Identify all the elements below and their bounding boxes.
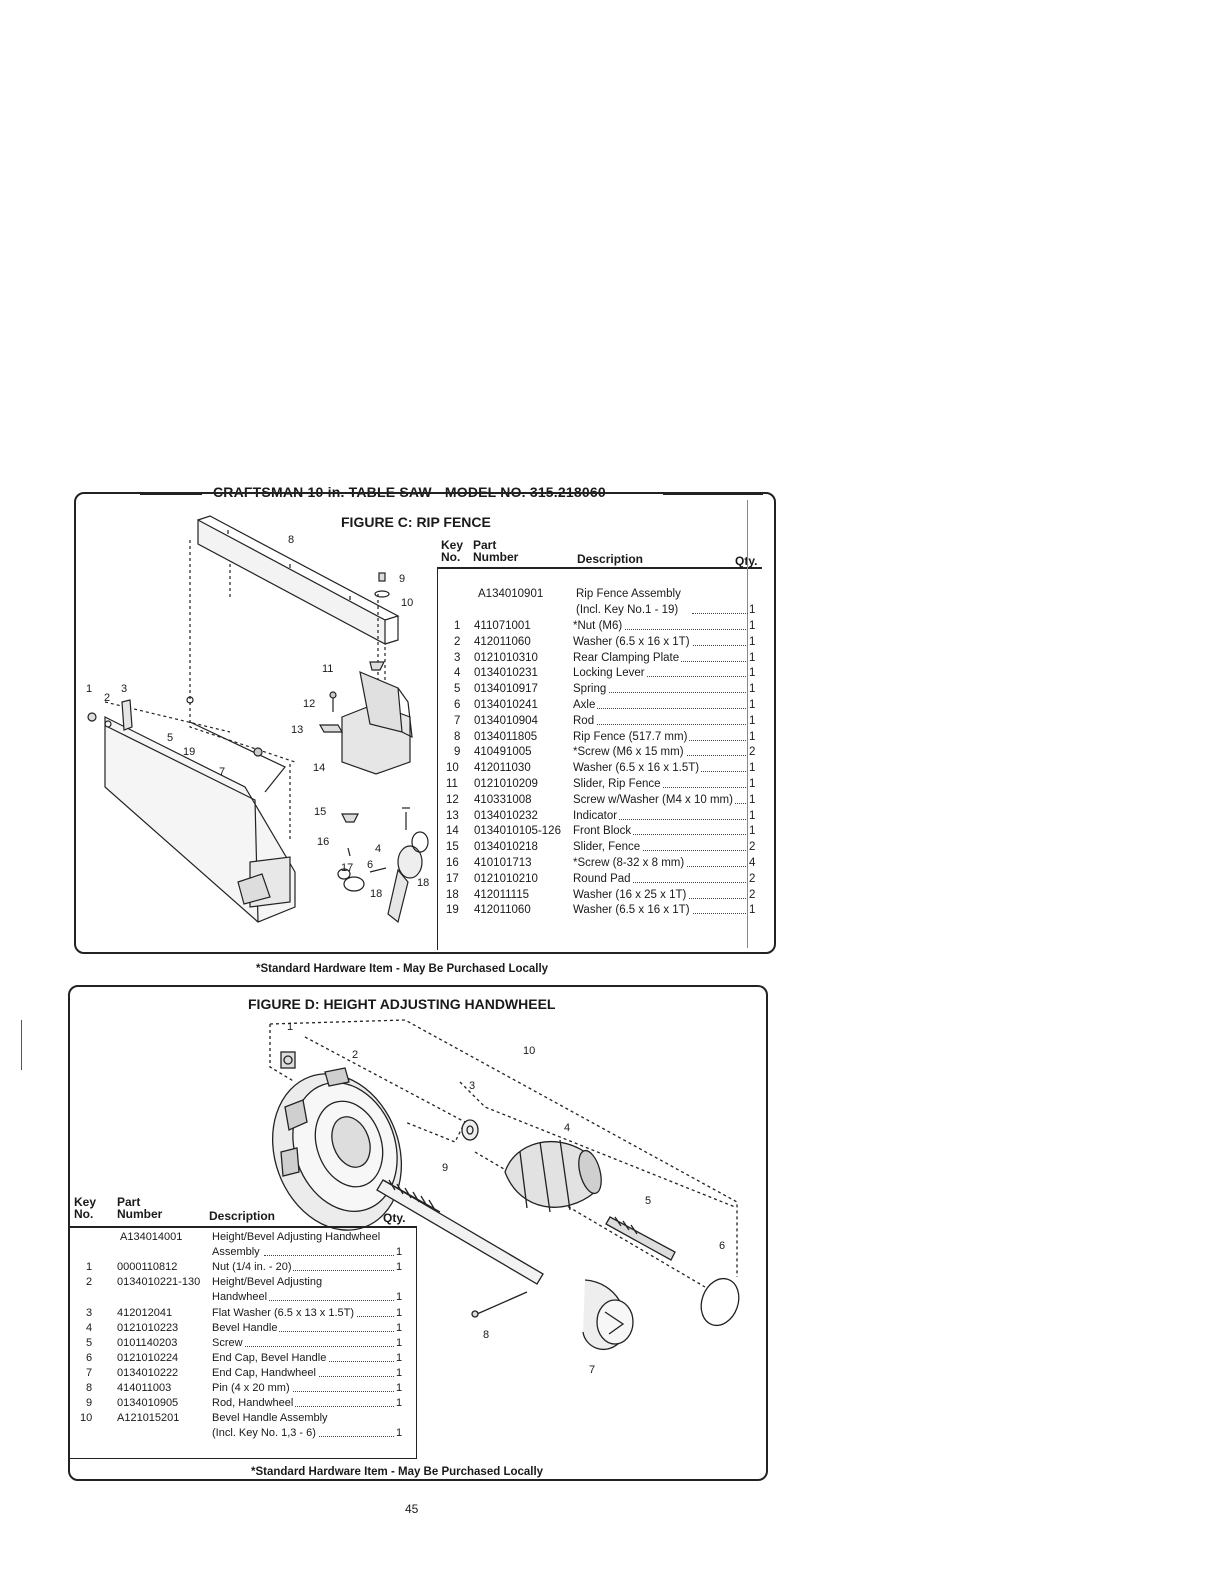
callout-c-12: 12	[303, 698, 316, 710]
table-row	[440, 808, 760, 824]
key-cell: 18	[446, 888, 459, 901]
part-cell: 412011115	[474, 888, 530, 901]
part-cell: 0134010105-126	[474, 825, 561, 838]
table-row	[440, 618, 760, 634]
figure-d-title: FIGURE D: HEIGHT ADJUSTING HANDWHEEL	[248, 996, 556, 1012]
figure-d-col-key: Key No.	[74, 1195, 97, 1221]
desc-cell: (Incl. Key No. 1,3 - 6)	[212, 1427, 316, 1439]
figure-d-col-qty: Qty.	[383, 1211, 406, 1225]
callout-c-14: 14	[313, 762, 326, 774]
table-row: A134014001 Height/Bevel Adjusting Handwheel	[120, 1231, 381, 1243]
key-cell: 10	[80, 1412, 93, 1424]
margin-rule	[21, 1020, 22, 1070]
figure-d-parts-table	[74, 1229, 414, 1455]
figure-c-title: FIGURE C: RIP FENCE	[341, 514, 491, 530]
callout-c-16: 16	[317, 836, 330, 848]
table-row	[74, 1380, 410, 1396]
table-row	[440, 634, 760, 650]
part-cell: 412012041	[117, 1307, 173, 1319]
table-row	[440, 776, 760, 792]
qty-cell: 1	[396, 1307, 403, 1319]
table-row	[74, 1395, 410, 1411]
desc-cell: Flat Washer (6.5 x 13 x 1.5T)	[212, 1307, 355, 1319]
key-cell: 11	[446, 778, 458, 790]
qty-cell: 1	[396, 1367, 403, 1379]
table-row	[440, 697, 760, 713]
callout-d-5: 5	[645, 1195, 652, 1207]
qty-cell: 1	[396, 1261, 403, 1273]
qty-cell: 1	[396, 1337, 403, 1349]
key-cell: 3	[454, 651, 461, 664]
table-row	[440, 665, 760, 681]
desc-cell: Handwheel	[212, 1291, 268, 1303]
callout-c-5: 5	[167, 732, 174, 744]
part-cell: 0134010218	[474, 841, 538, 854]
part-cell: 0121010310	[474, 651, 538, 664]
qty-cell: 1	[396, 1322, 403, 1334]
key-cell: 12	[446, 793, 459, 806]
key-cell: 9	[454, 746, 461, 759]
part-cell: A121015201	[117, 1412, 180, 1424]
key-cell: 5	[86, 1337, 93, 1349]
desc-cell: Washer (6.5 x 16 x 1T)	[573, 635, 690, 648]
key-cell: 19	[446, 904, 459, 917]
callout-d-2: 2	[352, 1049, 359, 1061]
callout-d-8: 8	[483, 1329, 490, 1341]
callout-c-17: 17	[341, 862, 354, 874]
part-cell: 0121010210	[474, 872, 538, 885]
page-title: CRAFTSMAN 10 in. TABLE SAW - MODEL NO. 315.218060	[213, 484, 606, 500]
part-cell: 410491005	[474, 746, 532, 759]
key-cell: 7	[454, 714, 461, 727]
callout-c-10: 10	[401, 597, 414, 609]
table-row	[74, 1305, 410, 1321]
desc-cell: Bevel Handle Assembly	[212, 1412, 328, 1424]
qty-cell: 2	[749, 872, 756, 885]
qty-cell: 1	[749, 683, 756, 696]
key-cell: 3	[86, 1307, 93, 1319]
desc-cell: Screw	[212, 1337, 243, 1349]
table-row	[440, 855, 760, 871]
callout-d-6: 6	[719, 1240, 726, 1252]
key-cell: 13	[446, 809, 459, 822]
qty-cell: 2	[749, 888, 756, 901]
part-cell: 0134011805	[474, 730, 538, 743]
qty-cell: 1	[749, 620, 756, 632]
part-cell: 0134010917	[474, 683, 538, 696]
table-row	[440, 729, 760, 745]
key-cell: 4	[86, 1322, 93, 1334]
desc-cell: Indicator	[573, 809, 618, 822]
table-row	[440, 713, 760, 729]
page-number: 45	[405, 1502, 419, 1516]
key-cell: 9	[86, 1397, 93, 1409]
part-cell: 412011060	[474, 904, 531, 917]
table-row	[440, 760, 760, 776]
figure-c-note: *Standard Hardware Item - May Be Purchased Locally	[256, 963, 549, 975]
key-cell: 17	[446, 872, 459, 885]
qty-cell: 1	[749, 778, 756, 790]
table-row-continued	[74, 1425, 410, 1441]
part-cell: 0134010221-130	[117, 1276, 201, 1288]
desc-cell: *Screw (M6 x 15 mm)	[573, 746, 684, 759]
part-cell: 0134010231	[474, 667, 538, 680]
key-cell: 8	[454, 730, 461, 743]
callout-c-8: 8	[288, 534, 295, 546]
key-cell: 14	[446, 825, 459, 838]
part-cell: 412011030	[474, 762, 531, 775]
table-row	[74, 1335, 410, 1351]
table-row	[74, 1320, 410, 1336]
desc-cell: Screw w/Washer (M4 x 10 mm)	[573, 793, 733, 806]
table-row	[74, 1350, 410, 1366]
desc-cell: Height/Bevel Adjusting	[212, 1276, 323, 1288]
callout-d-4: 4	[564, 1122, 571, 1134]
figure-c-col-desc: Description	[577, 552, 644, 566]
part-cell: 0121010223	[117, 1322, 179, 1334]
qty-cell: 1	[749, 762, 756, 775]
part-cell: 0121010224	[117, 1352, 179, 1364]
callout-c-6: 6	[367, 859, 374, 871]
qty-cell: 1	[749, 809, 756, 822]
desc-cell: Round Pad	[573, 872, 631, 885]
figure-c-col-qty: Qty.	[735, 554, 758, 568]
part-cell: 0134010232	[474, 809, 538, 822]
table-row	[440, 839, 760, 855]
desc-cell: Rod, Handwheel	[212, 1397, 294, 1409]
key-cell: 15	[446, 841, 459, 854]
qty-cell: 4	[749, 857, 756, 869]
qty-cell: 1	[749, 635, 756, 648]
key-cell: 7	[86, 1367, 93, 1379]
callout-c-4: 4	[375, 843, 382, 855]
figure-c-parts-table	[440, 586, 762, 946]
part-cell: 0000110812	[117, 1261, 178, 1273]
key-cell: 2	[86, 1276, 93, 1288]
table-row	[74, 1259, 410, 1275]
desc-cell: End Cap, Handwheel	[212, 1367, 316, 1379]
callout-c-15: 15	[314, 806, 327, 818]
desc-cell: Rear Clamping Plate	[573, 651, 680, 664]
table-row: (Incl. Key No.1 - 19) 1	[576, 604, 756, 616]
desc-cell: *Nut (M6)	[573, 620, 623, 632]
table-row	[440, 887, 760, 903]
key-cell: 10	[446, 762, 459, 775]
qty-cell: 2	[749, 841, 756, 854]
part-cell: 0134010904	[474, 714, 538, 727]
callout-c-7: 7	[219, 766, 226, 778]
desc-cell: Spring	[573, 683, 607, 696]
desc-cell: Rod	[573, 714, 595, 727]
desc-cell: End Cap, Bevel Handle	[212, 1352, 327, 1364]
figure-c-col-key: Key No.	[441, 538, 464, 564]
desc-cell: Axle	[573, 699, 596, 711]
qty-cell: 1	[396, 1382, 403, 1394]
callout-c-18a: 18	[417, 877, 430, 889]
part-cell: 0121010209	[474, 778, 538, 790]
table-row-continued	[74, 1289, 410, 1305]
part-cell: 414011003	[117, 1382, 172, 1394]
desc-cell: Washer (16 x 25 x 1T)	[573, 888, 687, 901]
callout-c-19: 19	[183, 746, 196, 758]
desc-cell: Front Block	[573, 825, 632, 838]
desc-cell: Bevel Handle	[212, 1322, 278, 1334]
part-cell: 0134010222	[117, 1367, 179, 1379]
qty-cell: 1	[396, 1427, 403, 1439]
table-row	[440, 902, 760, 918]
table-row	[440, 823, 760, 839]
table-row: Assembly 1	[212, 1246, 403, 1258]
qty-cell: 1	[396, 1352, 403, 1364]
callout-c-2: 2	[104, 692, 111, 704]
key-cell: 1	[454, 620, 461, 632]
part-cell: 0134010905	[117, 1397, 179, 1409]
callout-d-7: 7	[589, 1364, 596, 1376]
desc-cell: Slider, Rip Fence	[573, 778, 661, 790]
table-row	[440, 744, 760, 760]
table-row	[440, 792, 760, 808]
part-cell: 0134010241	[474, 699, 538, 711]
key-cell: 2	[454, 635, 461, 648]
part-cell: 0101140203	[117, 1337, 178, 1349]
qty-cell: 1	[396, 1397, 403, 1409]
callout-d-9: 9	[442, 1162, 449, 1174]
desc-cell: Washer (6.5 x 16 x 1T)	[573, 904, 690, 917]
qty-cell: 1	[749, 651, 756, 664]
desc-cell: Locking Lever	[573, 667, 645, 680]
desc-cell: *Screw (8-32 x 8 mm)	[573, 857, 685, 869]
desc-cell: Slider, Fence	[573, 841, 641, 854]
table-row	[74, 1410, 410, 1426]
key-cell: 5	[454, 683, 461, 696]
callout-c-13: 13	[291, 724, 304, 736]
figure-d-note: *Standard Hardware Item - May Be Purchased Locally	[251, 1466, 544, 1478]
desc-cell: Washer (6.5 x 16 x 1.5T)	[573, 762, 700, 775]
callout-c-18b: 18	[370, 888, 383, 900]
qty-cell: 1	[749, 904, 756, 917]
figure-d-col-part: Part Number	[117, 1195, 163, 1221]
table-row	[440, 650, 760, 666]
callout-d-10: 10	[523, 1045, 536, 1057]
qty-cell: 1	[749, 667, 756, 680]
table-row: A134010901 Rip Fence Assembly	[478, 588, 681, 600]
desc-cell: Nut (1/4 in. - 20)	[212, 1261, 292, 1273]
part-cell: 410331008	[474, 793, 532, 806]
callout-d-1: 1	[287, 1021, 294, 1033]
figure-d-col-desc: Description	[209, 1209, 276, 1223]
qty-cell: 1	[396, 1291, 403, 1303]
table-row	[440, 871, 760, 887]
desc-cell: Pin (4 x 20 mm)	[212, 1382, 290, 1394]
callout-c-1: 1	[86, 683, 93, 695]
callout-c-3: 3	[121, 683, 128, 695]
part-cell: 410101713	[474, 857, 532, 869]
qty-cell: 1	[749, 793, 756, 806]
rip-fence-diagram	[80, 512, 435, 942]
part-cell: 412011060	[474, 635, 531, 648]
qty-cell: 1	[749, 699, 756, 711]
key-cell: 6	[454, 699, 461, 711]
callout-c-11: 11	[322, 663, 334, 675]
key-cell: 1	[86, 1261, 93, 1273]
qty-cell: 1	[749, 730, 756, 743]
key-cell: 6	[86, 1352, 93, 1364]
key-cell: 4	[454, 667, 461, 680]
qty-cell: 1	[749, 825, 756, 838]
key-cell: 8	[86, 1382, 93, 1394]
qty-cell: 1	[749, 714, 756, 727]
callout-c-9: 9	[399, 573, 406, 585]
part-cell: 411071001	[474, 620, 531, 632]
table-row	[440, 681, 760, 697]
qty-cell: 2	[749, 746, 756, 759]
table-row	[74, 1365, 410, 1381]
figure-c-col-part: Part Number	[473, 538, 519, 564]
desc-cell: Rip Fence (517.7 mm)	[573, 730, 688, 743]
callout-d-3: 3	[469, 1080, 476, 1092]
table-row	[74, 1274, 410, 1290]
key-cell: 16	[446, 857, 459, 869]
